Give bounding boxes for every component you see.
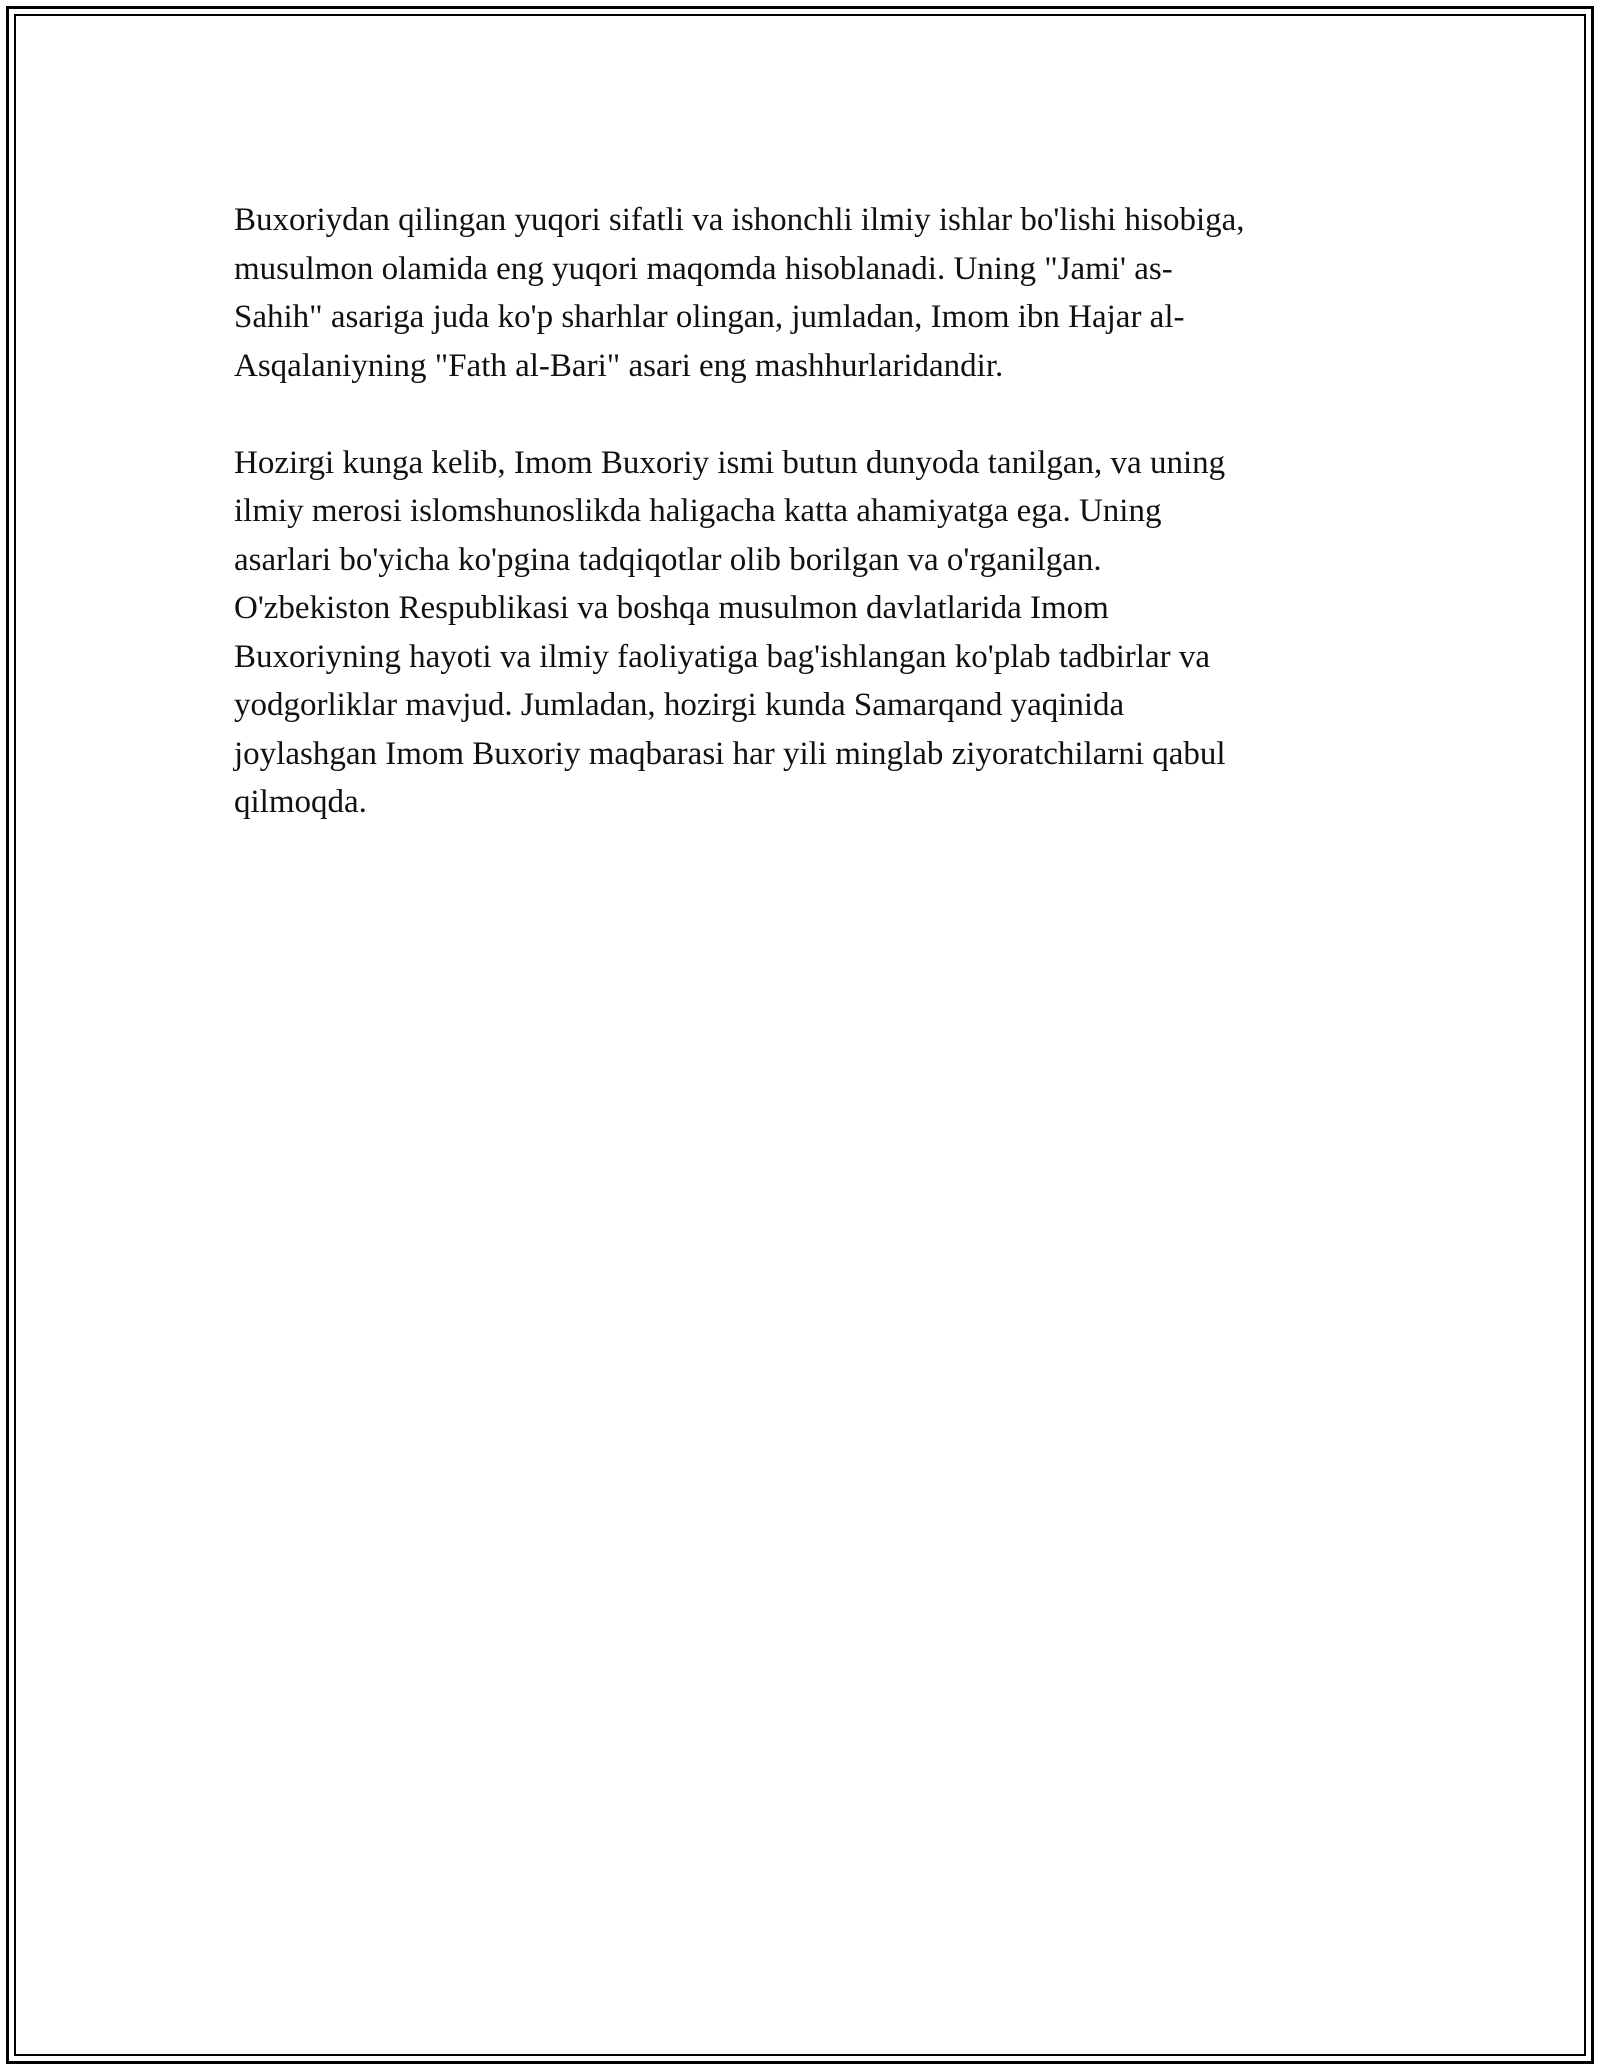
text-line: asarlari bo'yicha ko'pgina tadqiqotlar olib borilgan va o'rganilgan. [234,541,1102,578]
paragraph-2 [234,439,1384,827]
document-page [6,6,1594,2064]
text-line: joylashgan Imom Buxoriy maqbarasi har yili minglab ziyoratchilarni qabul [234,735,1226,772]
text-line: Hozirgi kunga kelib, Imom Buxoriy ismi butun dunyoda tanilgan, va uning [234,444,1226,481]
text-line: Buxoriyning hayoti va ilmiy faoliyatiga bag'ishlangan ko'plab tadbirlar va [234,638,1210,675]
text-line: ilmiy merosi islomshunoslikda haligacha katta ahamiyatga ega. Uning [234,493,1162,529]
paragraph-1 [234,196,1384,390]
text-line: yodgorliklar mavjud. Jumladan, hozirgi kunda Samarqand yaqinida [234,687,1125,723]
text-line: O'zbekiston Respublikasi va boshqa musulmon davlatlarida Imom [234,590,1109,626]
text-line: musulmon olamida eng yuqori maqomda hisoblanadi. Uning "Jami' as- [234,250,1173,287]
document-body [234,196,1384,875]
text-line: Asqalaniyning "Fath al-Bari" asari eng mashhurlaridandir. [234,347,1004,384]
text-line: qilmoqda. [234,784,367,820]
text-line: Sahih" asariga juda ko'p sharhlar olingan, jumladan, Imom ibn Hajar al- [234,299,1185,335]
text-line: Buxoriydan qilingan yuqori sifatli va ishonchli ilmiy ishlar bo'lishi hisobiga, [234,202,1245,238]
